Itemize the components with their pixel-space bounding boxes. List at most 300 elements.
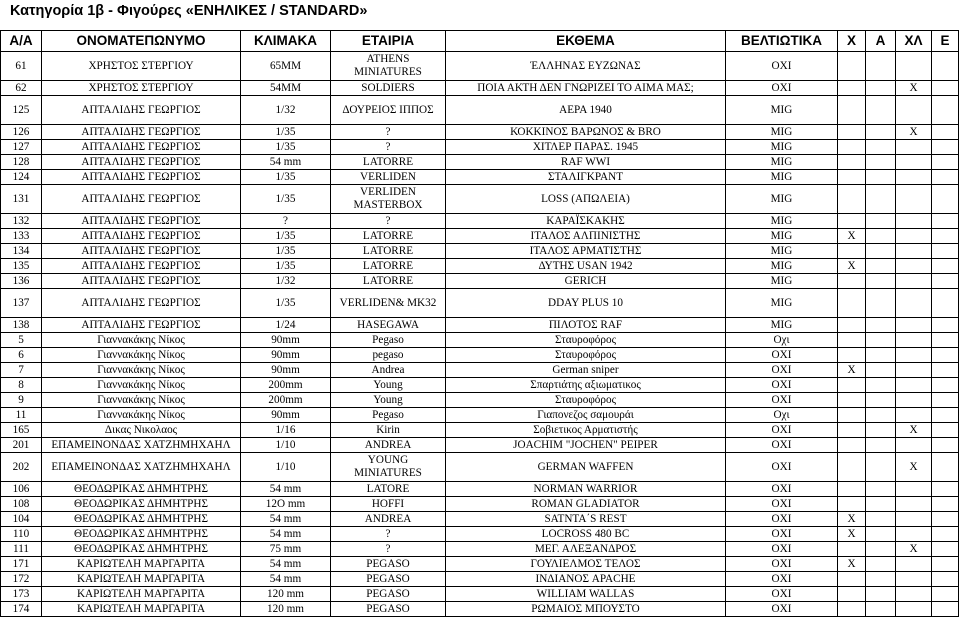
aa-cell: 7 <box>1 363 42 378</box>
table-row <box>1 185 959 214</box>
a-cell <box>866 140 896 155</box>
scale-cell: 1/35 <box>241 229 331 244</box>
exhibit-cell: ΙΤΑΛΟΣ ΑΛΠΙΝΙΣΤΗΣ <box>446 229 726 244</box>
scale-cell: 1/32 <box>241 96 331 125</box>
scale-cell: 200mm <box>241 378 331 393</box>
company-cell: ? <box>331 125 446 140</box>
name-cell: ΑΠΤΑΛΙΔΗΣ ΓΕΩΡΓΙΟΣ <box>42 244 241 259</box>
scale-cell: 1/35 <box>241 170 331 185</box>
xl-cell <box>896 408 932 423</box>
aa-cell: 8 <box>1 378 42 393</box>
x-cell <box>838 482 866 497</box>
table-row <box>1 244 959 259</box>
name-cell: ΘΕΟΔΩΡΙΚΑΣ ΔΗΜΗΤΡΗΣ <box>42 542 241 557</box>
name-cell: ΑΠΤΑΛΙΔΗΣ ΓΕΩΡΓΙΟΣ <box>42 96 241 125</box>
a-cell <box>866 542 896 557</box>
xl-cell <box>896 185 932 214</box>
a-cell <box>866 244 896 259</box>
a-cell <box>866 289 896 318</box>
company-cell: pegaso <box>331 348 446 363</box>
x-cell <box>838 438 866 453</box>
improvements-cell: ΟΧΙ <box>726 348 838 363</box>
x-cell: Χ <box>838 527 866 542</box>
company-cell: ANDREA <box>331 438 446 453</box>
improvements-cell: ΟΧΙ <box>726 363 838 378</box>
scale-cell: 1/35 <box>241 244 331 259</box>
improvements-cell: MIG <box>726 318 838 333</box>
e-cell <box>932 453 959 482</box>
xl-cell <box>896 318 932 333</box>
xl-cell <box>896 52 932 81</box>
exhibit-cell: Σταυροφόρος <box>446 348 726 363</box>
a-cell <box>866 52 896 81</box>
e-cell <box>932 438 959 453</box>
improvements-cell: MIG <box>726 96 838 125</box>
aa-cell: 125 <box>1 96 42 125</box>
xl-cell <box>896 155 932 170</box>
aa-cell: 124 <box>1 170 42 185</box>
a-cell <box>866 363 896 378</box>
exhibit-cell: ΣΤΑΛΙΓΚΡΑΝΤ <box>446 170 726 185</box>
x-cell <box>838 170 866 185</box>
exhibit-cell: JOACHIM "JOCHEN" PEIPER <box>446 438 726 453</box>
scale-cell: 120 mm <box>241 602 331 617</box>
xl-cell <box>896 274 932 289</box>
x-cell <box>838 81 866 96</box>
exhibit-cell: ΠΙΛΟΤΟΣ RAF <box>446 318 726 333</box>
e-cell <box>932 527 959 542</box>
improvements-cell: MIG <box>726 214 838 229</box>
table-row <box>1 438 959 453</box>
x-cell <box>838 289 866 318</box>
aa-cell: 5 <box>1 333 42 348</box>
improvements-cell: Οχι <box>726 408 838 423</box>
improvements-cell: ΟΧΙ <box>726 497 838 512</box>
improvements-cell: ΟΧΙ <box>726 423 838 438</box>
name-cell: ΧΡΗΣΤΟΣ ΣΤΕΡΓΙΟΥ <box>42 81 241 96</box>
x-cell <box>838 348 866 363</box>
scale-cell: 1/24 <box>241 318 331 333</box>
name-cell: ΑΠΤΑΛΙΔΗΣ ΓΕΩΡΓΙΟΣ <box>42 185 241 214</box>
exhibit-cell: ΔΥΤΗΣ USAN 1942 <box>446 259 726 274</box>
a-cell <box>866 170 896 185</box>
table-row <box>1 333 959 348</box>
scale-cell: 12O mm <box>241 497 331 512</box>
table-row <box>1 289 959 318</box>
e-cell <box>932 542 959 557</box>
name-cell: ΑΠΤΑΛΙΔΗΣ ΓΕΩΡΓΙΟΣ <box>42 259 241 274</box>
company-cell: LATORRE <box>331 259 446 274</box>
improvements-cell: MIG <box>726 229 838 244</box>
improvements-cell: Οχι <box>726 333 838 348</box>
x-cell <box>838 602 866 617</box>
a-cell <box>866 587 896 602</box>
improvements-cell: ΟΧΙ <box>726 542 838 557</box>
company-cell: LATORRE <box>331 229 446 244</box>
table-row <box>1 140 959 155</box>
company-cell: YOUNG MINIATURES <box>331 453 446 482</box>
x-cell <box>838 185 866 214</box>
improvements-cell: ΟΧΙ <box>726 572 838 587</box>
xl-cell <box>896 557 932 572</box>
aa-cell: 108 <box>1 497 42 512</box>
scale-cell: 1/35 <box>241 289 331 318</box>
name-cell: ΑΠΤΑΛΙΔΗΣ ΓΕΩΡΓΙΟΣ <box>42 170 241 185</box>
scale-cell: 54 mm <box>241 512 331 527</box>
xl-cell <box>896 602 932 617</box>
page-title: Κατηγορία 1β - Φιγούρες «ΕΝΗΛΙΚΕΣ / STANDARD» <box>10 3 368 19</box>
a-cell <box>866 497 896 512</box>
table-row <box>1 423 959 438</box>
xl-cell: Χ <box>896 542 932 557</box>
x-cell: Χ <box>838 229 866 244</box>
aa-cell: 126 <box>1 125 42 140</box>
a-cell <box>866 333 896 348</box>
table-row <box>1 96 959 125</box>
scale-cell: 54 mm <box>241 527 331 542</box>
exhibit-cell: ΙΝΔΙΑΝΟΣ APACHE <box>446 572 726 587</box>
xl-cell <box>896 170 932 185</box>
table-row <box>1 557 959 572</box>
e-cell <box>932 96 959 125</box>
improvements-cell: ΟΧΙ <box>726 438 838 453</box>
a-cell <box>866 125 896 140</box>
exhibit-cell: GERICH <box>446 274 726 289</box>
col-header-name: ΟΝΟΜΑΤΕΠΩΝΥΜΟ <box>42 31 241 52</box>
xl-cell <box>896 587 932 602</box>
xl-cell <box>896 497 932 512</box>
company-cell: VERLIDEN <box>331 170 446 185</box>
aa-cell: 138 <box>1 318 42 333</box>
improvements-cell: MIG <box>726 140 838 155</box>
exhibit-cell: NORMAN WARRIOR <box>446 482 726 497</box>
col-header-a: Α <box>866 31 896 52</box>
xl-cell <box>896 378 932 393</box>
table-row <box>1 602 959 617</box>
scale-cell: 1/10 <box>241 453 331 482</box>
entries-table <box>0 30 959 617</box>
name-cell: Γιαννακάκης Νίκος <box>42 378 241 393</box>
exhibit-cell: LOSS (ΑΠΩΛΕΙΑ) <box>446 185 726 214</box>
table-row <box>1 408 959 423</box>
improvements-cell: MIG <box>726 155 838 170</box>
scale-cell: 1/35 <box>241 185 331 214</box>
table-row <box>1 512 959 527</box>
a-cell <box>866 453 896 482</box>
a-cell <box>866 348 896 363</box>
improvements-cell: ΟΧΙ <box>726 52 838 81</box>
company-cell: PEGASO <box>331 602 446 617</box>
improvements-cell: ΟΧΙ <box>726 453 838 482</box>
company-cell: Pegaso <box>331 333 446 348</box>
aa-cell: 9 <box>1 393 42 408</box>
table-row <box>1 497 959 512</box>
company-cell: PEGASO <box>331 587 446 602</box>
company-cell: ? <box>331 542 446 557</box>
e-cell <box>932 333 959 348</box>
xl-cell: Χ <box>896 423 932 438</box>
improvements-cell: ΟΧΙ <box>726 587 838 602</box>
e-cell <box>932 289 959 318</box>
aa-cell: 133 <box>1 229 42 244</box>
improvements-cell: MIG <box>726 259 838 274</box>
xl-cell <box>896 229 932 244</box>
scale-cell: 90mm <box>241 408 331 423</box>
e-cell <box>932 602 959 617</box>
a-cell <box>866 155 896 170</box>
aa-cell: 137 <box>1 289 42 318</box>
a-cell <box>866 274 896 289</box>
e-cell <box>932 81 959 96</box>
name-cell: ΑΠΤΑΛΙΔΗΣ ΓΕΩΡΓΙΟΣ <box>42 289 241 318</box>
exhibit-cell: WILLIAM WALLAS <box>446 587 726 602</box>
x-cell: Χ <box>838 512 866 527</box>
company-cell: ? <box>331 214 446 229</box>
x-cell <box>838 453 866 482</box>
x-cell <box>838 423 866 438</box>
e-cell <box>932 378 959 393</box>
name-cell: Γιαννακάκης Νίκος <box>42 333 241 348</box>
table-row <box>1 259 959 274</box>
name-cell: ΚΑΡΙΩΤΕΛΗ ΜΑΡΓΑΡΙΤΑ <box>42 587 241 602</box>
company-cell: ATHENS MINIATURES <box>331 52 446 81</box>
name-cell: ΧΡΗΣΤΟΣ ΣΤΕΡΓΙΟΥ <box>42 52 241 81</box>
e-cell <box>932 482 959 497</box>
xl-cell <box>896 348 932 363</box>
table-row <box>1 214 959 229</box>
e-cell <box>932 408 959 423</box>
col-header-aa: Α/Α <box>1 31 42 52</box>
exhibit-cell: ΚΟΚΚΙΝΟΣ ΒΑΡΩΝΟΣ & BRO <box>446 125 726 140</box>
exhibit-cell: ΧΙΤΛΕΡ ΠΑΡΑΣ. 1945 <box>446 140 726 155</box>
scale-cell: 54MM <box>241 81 331 96</box>
table-row <box>1 348 959 363</box>
xl-cell <box>896 482 932 497</box>
scale-cell: 1/35 <box>241 125 331 140</box>
e-cell <box>932 170 959 185</box>
x-cell: Χ <box>838 259 866 274</box>
e-cell <box>932 52 959 81</box>
improvements-cell: MIG <box>726 170 838 185</box>
name-cell: ΑΠΤΑΛΙΔΗΣ ΓΕΩΡΓΙΟΣ <box>42 318 241 333</box>
xl-cell <box>896 289 932 318</box>
table-row <box>1 482 959 497</box>
e-cell <box>932 572 959 587</box>
aa-cell: 128 <box>1 155 42 170</box>
scale-cell: 90mm <box>241 363 331 378</box>
scale-cell: 200mm <box>241 393 331 408</box>
improvements-cell: ΟΧΙ <box>726 393 838 408</box>
a-cell <box>866 229 896 244</box>
company-cell: VERLIDEN MASTERBOX <box>331 185 446 214</box>
scale-cell: 1/35 <box>241 140 331 155</box>
table-row <box>1 52 959 81</box>
company-cell: Andrea <box>331 363 446 378</box>
x-cell <box>838 96 866 125</box>
scale-cell: 90mm <box>241 333 331 348</box>
exhibit-cell: ROMAN GLADIATOR <box>446 497 726 512</box>
improvements-cell: ΟΧΙ <box>726 557 838 572</box>
xl-cell <box>896 527 932 542</box>
e-cell <box>932 497 959 512</box>
table-row <box>1 229 959 244</box>
exhibit-cell: German sniper <box>446 363 726 378</box>
company-cell: SOLDIERS <box>331 81 446 96</box>
x-cell <box>838 274 866 289</box>
scale-cell: 120 mm <box>241 587 331 602</box>
name-cell: Γιαννακάκης Νίκος <box>42 408 241 423</box>
col-header-x: Χ <box>838 31 866 52</box>
exhibit-cell: ΙΤΑΛΟΣ ΑΡΜΑΤΙΣΤΗΣ <box>446 244 726 259</box>
company-cell: ANDREA <box>331 512 446 527</box>
a-cell <box>866 259 896 274</box>
exhibit-cell: ΡΩΜΑΙΟΣ ΜΠΟΥΣΤΟ <box>446 602 726 617</box>
exhibit-cell: ΓΟΥΛΙΕΛΜΟΣ ΤΕΛΟΣ <box>446 557 726 572</box>
aa-cell: 173 <box>1 587 42 602</box>
exhibit-cell: RAF WWI <box>446 155 726 170</box>
a-cell <box>866 557 896 572</box>
exhibit-cell: ΈΛΛΗΝΑΣ ΕΥΖΩΝΑΣ <box>446 52 726 81</box>
name-cell: ΘΕΟΔΩΡΙΚΑΣ ΔΗΜΗΤΡΗΣ <box>42 497 241 512</box>
a-cell <box>866 185 896 214</box>
name-cell: ΕΠΑΜΕΙΝΟΝΔΑΣ ΧΑΤΖΗΜΗΧΑΗΛ <box>42 453 241 482</box>
x-cell <box>838 155 866 170</box>
x-cell <box>838 378 866 393</box>
table-body <box>1 52 959 617</box>
company-cell: Pegaso <box>331 408 446 423</box>
e-cell <box>932 557 959 572</box>
name-cell: ΘΕΟΔΩΡΙΚΑΣ ΔΗΜΗΤΡΗΣ <box>42 512 241 527</box>
aa-cell: 11 <box>1 408 42 423</box>
a-cell <box>866 602 896 617</box>
scale-cell: 1/32 <box>241 274 331 289</box>
improvements-cell: MIG <box>726 185 838 214</box>
col-header-improvements: ΒΕΛΤΙΩΤΙΚΑ <box>726 31 838 52</box>
name-cell: ΑΠΤΑΛΙΔΗΣ ΓΕΩΡΓΙΟΣ <box>42 140 241 155</box>
col-header-e: Ε <box>932 31 959 52</box>
improvements-cell: ΟΧΙ <box>726 482 838 497</box>
a-cell <box>866 81 896 96</box>
aa-cell: 135 <box>1 259 42 274</box>
table-row <box>1 155 959 170</box>
e-cell <box>932 348 959 363</box>
e-cell <box>932 140 959 155</box>
exhibit-cell: DDAY PLUS 10 <box>446 289 726 318</box>
xl-cell <box>896 140 932 155</box>
a-cell <box>866 408 896 423</box>
e-cell <box>932 155 959 170</box>
aa-cell: 6 <box>1 348 42 363</box>
x-cell <box>838 52 866 81</box>
xl-cell <box>896 244 932 259</box>
a-cell <box>866 318 896 333</box>
name-cell: ΘΕΟΔΩΡΙΚΑΣ ΔΗΜΗΤΡΗΣ <box>42 482 241 497</box>
x-cell <box>838 333 866 348</box>
a-cell <box>866 423 896 438</box>
table-row <box>1 542 959 557</box>
a-cell <box>866 512 896 527</box>
e-cell <box>932 363 959 378</box>
aa-cell: 62 <box>1 81 42 96</box>
table-row <box>1 572 959 587</box>
col-header-xl: ΧΛ <box>896 31 932 52</box>
scale-cell: 54 mm <box>241 155 331 170</box>
xl-cell: Χ <box>896 81 932 96</box>
improvements-cell: ΟΧΙ <box>726 512 838 527</box>
xl-cell <box>896 512 932 527</box>
a-cell <box>866 438 896 453</box>
company-cell: PEGASO <box>331 557 446 572</box>
name-cell: ΕΠΑΜΕΙΝΟΝΔΑΣ ΧΑΤΖΗΜΗΧΑΗΛ <box>42 438 241 453</box>
xl-cell <box>896 438 932 453</box>
header-row <box>1 31 959 52</box>
aa-cell: 131 <box>1 185 42 214</box>
improvements-cell: MIG <box>726 244 838 259</box>
a-cell <box>866 527 896 542</box>
company-cell: ΔΟΥΡΕΙΟΣ ΙΠΠΟΣ <box>331 96 446 125</box>
company-cell: VERLIDEN& MK32 <box>331 289 446 318</box>
x-cell <box>838 542 866 557</box>
scale-cell: 1/16 <box>241 423 331 438</box>
e-cell <box>932 185 959 214</box>
name-cell: ΚΑΡΙΩΤΕΛΗ ΜΑΡΓΑΡΙΤΑ <box>42 557 241 572</box>
table-row <box>1 170 959 185</box>
col-header-scale: ΚΛΙΜΑΚΑ <box>241 31 331 52</box>
e-cell <box>932 244 959 259</box>
company-cell: Young <box>331 378 446 393</box>
exhibit-cell: SATNTA΄S REST <box>446 512 726 527</box>
company-cell: ? <box>331 140 446 155</box>
x-cell <box>838 497 866 512</box>
x-cell <box>838 244 866 259</box>
aa-cell: 127 <box>1 140 42 155</box>
company-cell: Kirin <box>331 423 446 438</box>
table-row <box>1 274 959 289</box>
aa-cell: 165 <box>1 423 42 438</box>
improvements-cell: ΟΧΙ <box>726 527 838 542</box>
improvements-cell: MIG <box>726 289 838 318</box>
name-cell: ΑΠΤΑΛΙΔΗΣ ΓΕΩΡΓΙΟΣ <box>42 155 241 170</box>
aa-cell: 61 <box>1 52 42 81</box>
e-cell <box>932 393 959 408</box>
a-cell <box>866 96 896 125</box>
scale-cell: ? <box>241 214 331 229</box>
aa-cell: 134 <box>1 244 42 259</box>
name-cell: ΚΑΡΙΩΤΕΛΗ ΜΑΡΓΑΡΙΤΑ <box>42 602 241 617</box>
table-row <box>1 363 959 378</box>
name-cell: ΑΠΤΑΛΙΔΗΣ ΓΕΩΡΓΙΟΣ <box>42 214 241 229</box>
improvements-cell: ΟΧΙ <box>726 81 838 96</box>
e-cell <box>932 587 959 602</box>
improvements-cell: MIG <box>726 274 838 289</box>
company-cell: LATORRE <box>331 274 446 289</box>
x-cell <box>838 393 866 408</box>
e-cell <box>932 274 959 289</box>
x-cell <box>838 408 866 423</box>
x-cell <box>838 214 866 229</box>
exhibit-cell: GERMAN WAFFEN <box>446 453 726 482</box>
scale-cell: 54 mm <box>241 572 331 587</box>
aa-cell: 172 <box>1 572 42 587</box>
table-row <box>1 378 959 393</box>
name-cell: Γιαννακάκης Νίκος <box>42 393 241 408</box>
table-row <box>1 453 959 482</box>
exhibit-cell: Σταυροφόρος <box>446 333 726 348</box>
table-row <box>1 318 959 333</box>
exhibit-cell: ΠΟΙΑ ΑΚΤΗ ΔΕΝ ΓΝΩΡΙΖΕΙ ΤΟ ΑΙΜΑ ΜΑΣ; <box>446 81 726 96</box>
a-cell <box>866 482 896 497</box>
exhibit-cell: Γιαπονεζος σαμουράι <box>446 408 726 423</box>
